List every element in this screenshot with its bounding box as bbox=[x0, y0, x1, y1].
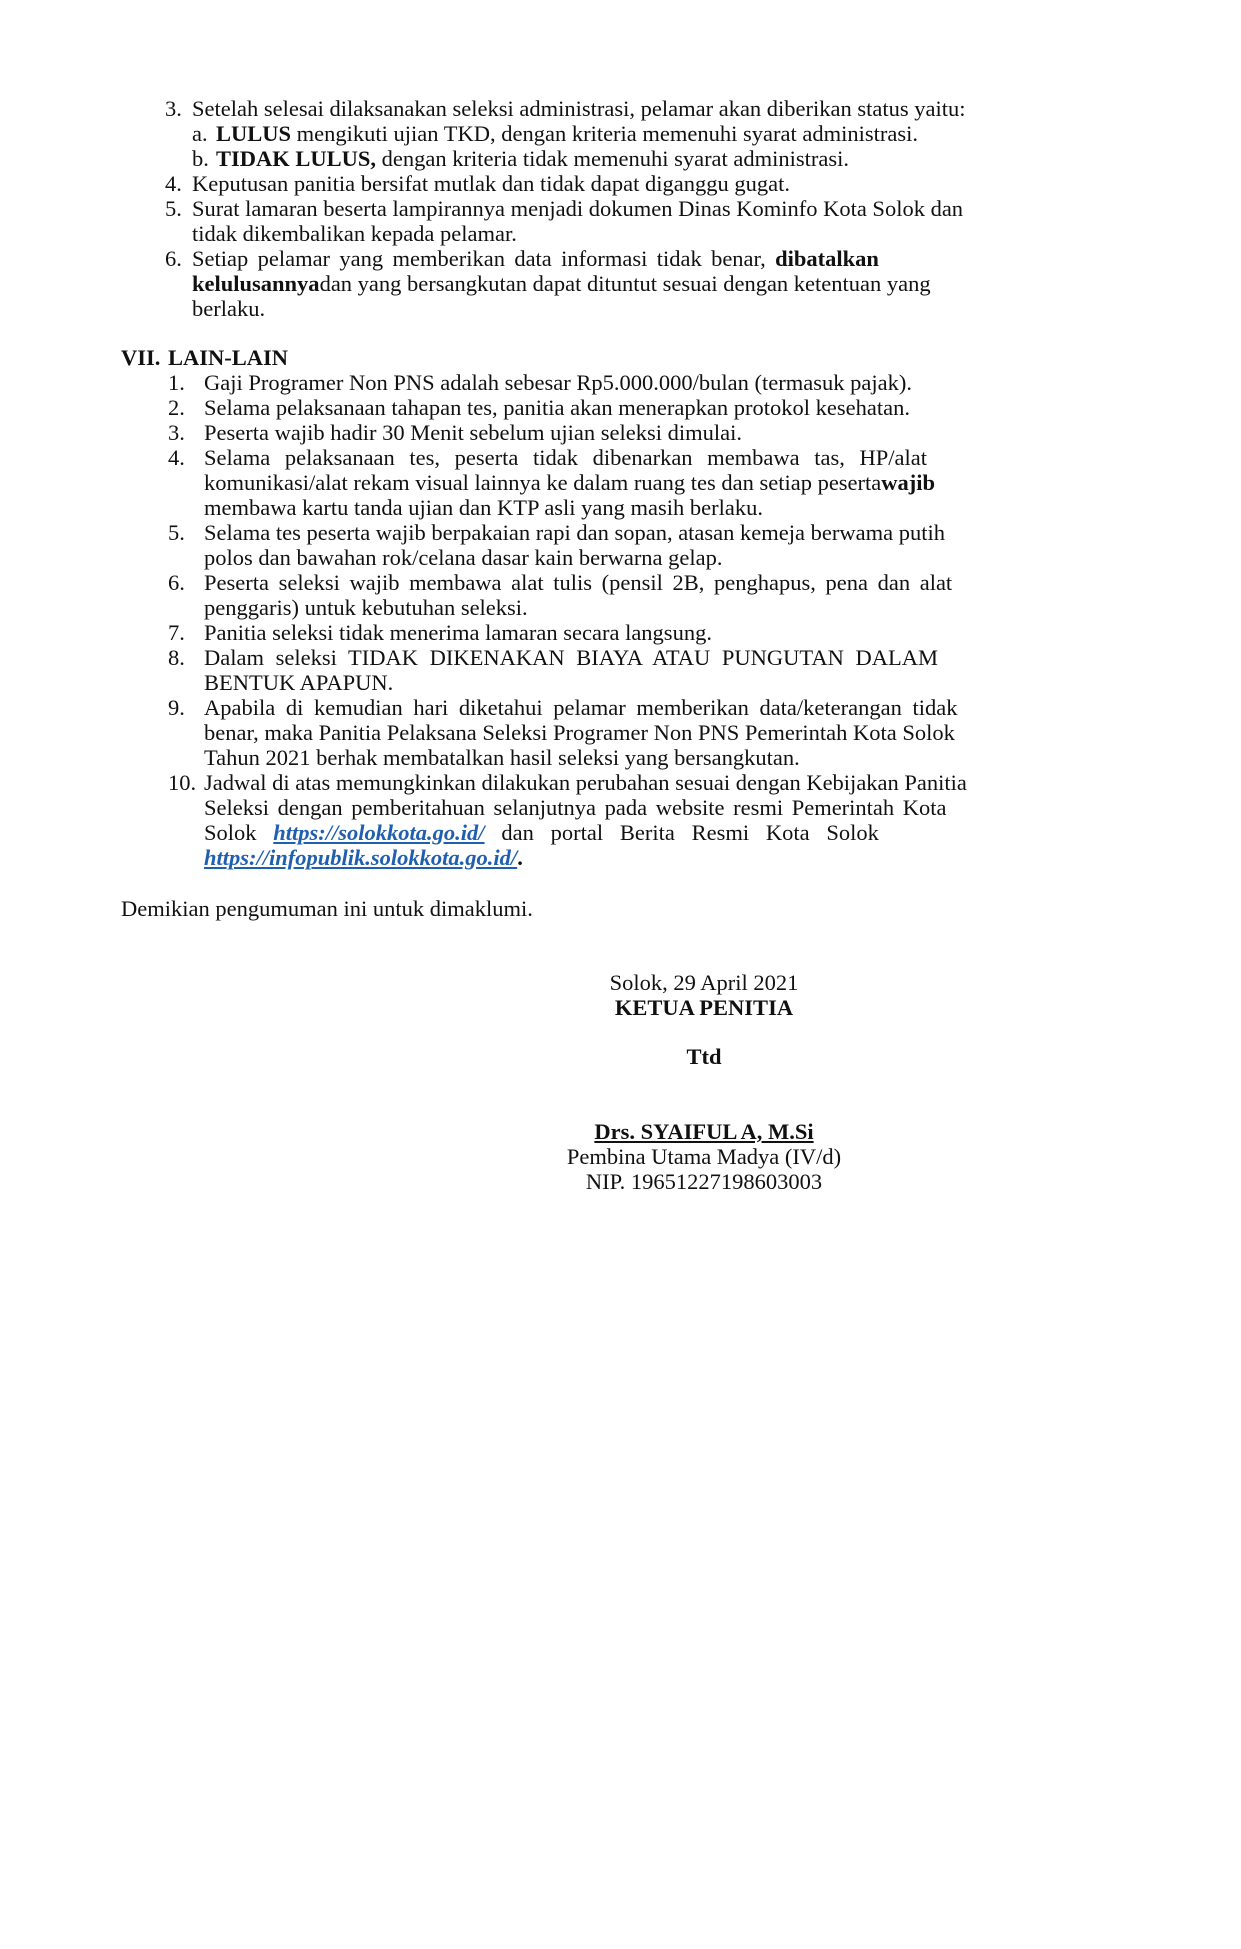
list-number: 2. bbox=[168, 395, 185, 420]
list-item-text: Solok https://solokkota.go.id/ dan portal Berita Resmi Kota Solok bbox=[204, 817, 879, 848]
keyword-wajib: wajib bbox=[881, 470, 936, 495]
list-item-text: Peserta seleksi wajib membawa alat tulis (pensil 2B, penghapus, pena dan alat bbox=[204, 570, 953, 595]
solokkota-website-link[interactable]: https://solokkota.go.id/ bbox=[273, 820, 485, 845]
section-numeral: VII. bbox=[121, 345, 161, 370]
list-item-text: Seleksi dengan pemberitahuan selanjutnya pada website resmi Pemerintah Kota bbox=[204, 795, 947, 820]
list-item-text: https://infopublik.solokkota.go.id/. bbox=[204, 845, 523, 870]
list-number: 5. bbox=[165, 196, 182, 221]
signatory-rank: Pembina Utama Madya (IV/d) bbox=[566, 1144, 842, 1169]
list-item-text: polos dan bawahan rok/celana dasar kain berwarna gelap. bbox=[204, 545, 723, 570]
list-item-text: benar, maka Panitia Pelaksana Seleksi Programer Non PNS Pemerintah Kota Solok bbox=[204, 720, 955, 745]
place-date: Solok, 29 April 2021 bbox=[609, 970, 799, 995]
list-number: 4. bbox=[165, 171, 182, 196]
list-number: 8. bbox=[168, 645, 185, 670]
sub-item-a: LULUS mengikuti ujian TKD, dengan kriteria memenuhi syarat administrasi. bbox=[216, 121, 918, 146]
list-number: 10. bbox=[168, 770, 197, 795]
section-title: LAIN-LAIN bbox=[168, 345, 289, 370]
list-item-text: Selama pelaksanaan tahapan tes, panitia akan menerapkan protokol kesehatan. bbox=[204, 395, 910, 420]
list-item-text: Setiap pelamar yang memberikan data informasi tidak benar, dibatalkan bbox=[192, 246, 879, 271]
list-item-text: komunikasi/alat rekam visual lainnya ke dalam ruang tes dan setiap peserta wajib bbox=[204, 467, 879, 498]
list-number: 3. bbox=[165, 96, 182, 121]
sub-item-letter: a. bbox=[192, 121, 208, 146]
list-item-text: penggaris) untuk kebutuhan seleksi. bbox=[204, 595, 528, 620]
sub-item-letter: b. bbox=[192, 146, 209, 171]
list-item-text: Tahun 2021 berhak membatalkan hasil seleksi yang bersangkutan. bbox=[204, 745, 800, 770]
list-item-text: Gaji Programer Non PNS adalah sebesar Rp5.000.000/bulan (termasuk pajak). bbox=[204, 370, 912, 395]
list-item-text: Panitia seleksi tidak menerima lamaran secara langsung. bbox=[204, 620, 712, 645]
list-item-text: Jadwal di atas memungkinkan dilakukan perubahan sesuai dengan Kebijakan Panitia bbox=[204, 770, 967, 795]
signature-ttd: Ttd bbox=[686, 1044, 722, 1069]
list-item-text: Selama tes peserta wajib berpakaian rapi dan sopan, atasan kemeja berwama putih bbox=[204, 520, 945, 545]
list-item-text: BENTUK APAPUN. bbox=[204, 670, 394, 695]
sub-item-b: TIDAK LULUS, dengan kriteria tidak memenuhi syarat administrasi. bbox=[216, 146, 850, 171]
list-item-text: Keputusan panitia bersifat mutlak dan tidak dapat diganggu gugat. bbox=[192, 171, 790, 196]
infopublik-link[interactable]: https://infopublik.solokkota.go.id/ bbox=[204, 845, 518, 870]
list-number: 9. bbox=[168, 695, 185, 720]
list-item-text: Dalam seleksi TIDAK DIKENAKAN BIAYA ATAU PUNGUTAN DALAM bbox=[204, 645, 938, 670]
list-number: 1. bbox=[168, 370, 185, 395]
list-number: 3. bbox=[168, 420, 185, 445]
list-number: 5. bbox=[168, 520, 185, 545]
list-number: 6. bbox=[165, 246, 182, 271]
closing-sentence: Demikian pengumuman ini untuk dimaklumi. bbox=[121, 896, 533, 921]
list-number: 4. bbox=[168, 445, 185, 470]
list-item-text: Apabila di kemudian hari diketahui pelamar memberikan data/keterangan tidak bbox=[204, 695, 958, 720]
list-item-text: Setelah selesai dilaksanakan seleksi administrasi, pelamar akan diberikan status yaitu: bbox=[192, 96, 966, 121]
signatory-name: Drs. SYAIFUL A, M.Si bbox=[594, 1119, 814, 1144]
signatory-role: KETUA PENITIA bbox=[614, 995, 794, 1020]
signatory-nip: NIP. 19651227198603003 bbox=[585, 1169, 823, 1194]
list-item-text: Selama pelaksanaan tes, peserta tidak dibenarkan membawa tas, HP/alat bbox=[204, 445, 928, 470]
list-item-text: membawa kartu tanda ujian dan KTP asli yang masih berlaku. bbox=[204, 495, 764, 520]
list-item-text: berlaku. bbox=[192, 296, 266, 321]
list-item-text: tidak dikembalikan kepada pelamar. bbox=[192, 221, 517, 246]
list-item-text: Peserta wajib hadir 30 Menit sebelum ujian seleksi dimulai. bbox=[204, 420, 743, 445]
status-lulus: LULUS bbox=[216, 121, 292, 146]
status-tidak-lulus: TIDAK LULUS, bbox=[216, 146, 377, 171]
list-item-text: kelulusannya dan yang bersangkutan dapat dituntut sesuai dengan ketentuan yang bbox=[192, 271, 931, 296]
list-number: 6. bbox=[168, 570, 185, 595]
list-number: 7. bbox=[168, 620, 185, 645]
list-item-text: Surat lamaran beserta lampirannya menjadi dokumen Dinas Kominfo Kota Solok dan bbox=[192, 196, 964, 221]
